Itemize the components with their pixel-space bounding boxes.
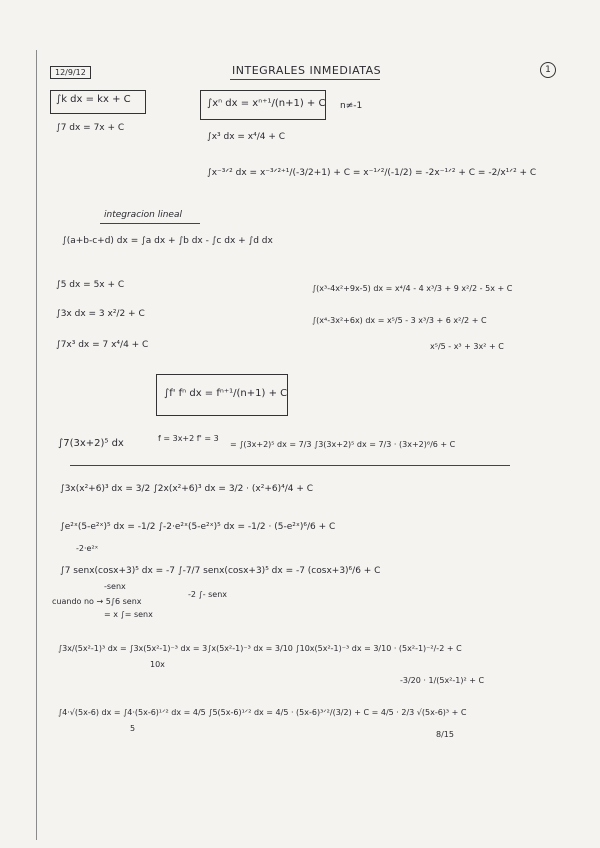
power-rule: ∫xⁿ dx = xⁿ⁺¹/(n+1) + C	[207, 98, 326, 109]
power-example-1: ∫x³ dx = x⁴/4 + C	[207, 132, 286, 142]
power-example-2: ∫x⁻³ᐟ² dx = x⁻³ᐟ²⁺¹/(-3/2+1) + C = x⁻¹ᐟ²/(-1/2) = -2x⁻¹ᐟ² + C = -2/x¹ᐟ² + C	[207, 168, 537, 178]
chain-example-2: ∫3x(x²+6)³ dx = 3/2 ∫2x(x²+6)³ dx = 3/2 · (x²+6)⁴/4 + C	[60, 484, 314, 494]
chain-example-4: ∫7 senx(cosx+3)⁵ dx = -7 ∫-7/7 senx(cosx+3)⁵ dx = -7 (cosx+3)⁶/6 + C	[60, 566, 381, 576]
linear-example-5: ∫(x⁴-3x²+6x) dx = x⁵/5 - 3 x³/3 + 6 x²/2 + C	[312, 316, 487, 325]
chain-example-4-note-4: -2 ∫- senx	[188, 590, 228, 599]
chain-example-5-result: -3/20 · 1/(5x²-1)² + C	[400, 676, 485, 685]
chain-example-4-note-1: -senx	[104, 582, 126, 591]
margin-line	[36, 50, 37, 840]
linear-rule: ∫(a+b-c+d) dx = ∫a dx + ∫b dx - ∫c dx + ∫d dx	[62, 236, 273, 246]
chain-example-5: ∫3x/(5x²-1)³ dx = ∫3x(5x²-1)⁻³ dx = 3∫x(5x²-1)⁻³ dx = 3/10 ∫10x(5x²-1)⁻³ dx = 3/10 · (5x²-1)⁻²/-2 + C	[58, 644, 462, 653]
chain-separator	[70, 465, 510, 466]
chain-example-6: ∫4·√(5x-6) dx = ∫4·(5x-6)¹ᐟ² dx = 4/5 ∫5(5x-6)¹ᐟ² dx = 4/5 · (5x-6)³ᐟ²/(3/2) + C = 4/5 · 2/3 √(5x-6)³ + C	[58, 708, 467, 717]
chain-example-3: ∫e²ˣ(5-e²ˣ)⁵ dx = -1/2 ∫-2·e²ˣ(5-e²ˣ)⁵ dx = -1/2 · (5-e²ˣ)⁶/6 + C	[60, 522, 336, 532]
linear-heading-underline	[100, 223, 200, 224]
chain-example-1: ∫7(3x+2)⁵ dx	[58, 438, 124, 449]
linear-example-2: ∫3x dx = 3 x²/2 + C	[56, 309, 145, 319]
chain-example-1-sub: f = 3x+2 f' = 3	[158, 434, 219, 443]
chain-example-6-note: 5	[130, 724, 136, 733]
date-label: 12/9/12	[50, 66, 91, 79]
chain-example-5-note: 10x	[150, 660, 165, 669]
const-example: ∫7 dx = 7x + C	[56, 123, 125, 133]
const-rule: ∫k dx = kx + C	[56, 94, 131, 105]
title-underline	[230, 79, 380, 80]
linear-example-5-result: x⁵/5 - x³ + 3x² + C	[430, 342, 504, 351]
linear-example-4: ∫(x³-4x²+9x-5) dx = x⁴/4 - 4 x³/3 + 9 x²/2 - 5x + C	[312, 284, 513, 293]
chain-rule: ∫f' fⁿ dx = fⁿ⁺¹/(n+1) + C	[164, 388, 288, 399]
page-number: 1	[540, 62, 556, 78]
chain-example-1-work: = ∫(3x+2)⁵ dx = 7/3 ∫3(3x+2)⁵ dx = 7/3 · (3x+2)⁶/6 + C	[230, 440, 456, 449]
chain-example-4-note-2: cuando no → 5∫6 senx	[52, 597, 142, 606]
linear-example-3: ∫7x³ dx = 7 x⁴/4 + C	[56, 340, 149, 350]
chain-example-6-result: 8/15	[436, 730, 454, 739]
linear-example-1: ∫5 dx = 5x + C	[56, 280, 125, 290]
power-condition: n≠-1	[340, 101, 363, 111]
page-title: INTEGRALES INMEDIATAS	[232, 64, 382, 77]
linear-heading: integracion lineal	[104, 210, 182, 220]
chain-example-4-note-3: = x ∫= senx	[104, 610, 153, 619]
chain-example-3-note: -2·e²ˣ	[76, 544, 99, 553]
